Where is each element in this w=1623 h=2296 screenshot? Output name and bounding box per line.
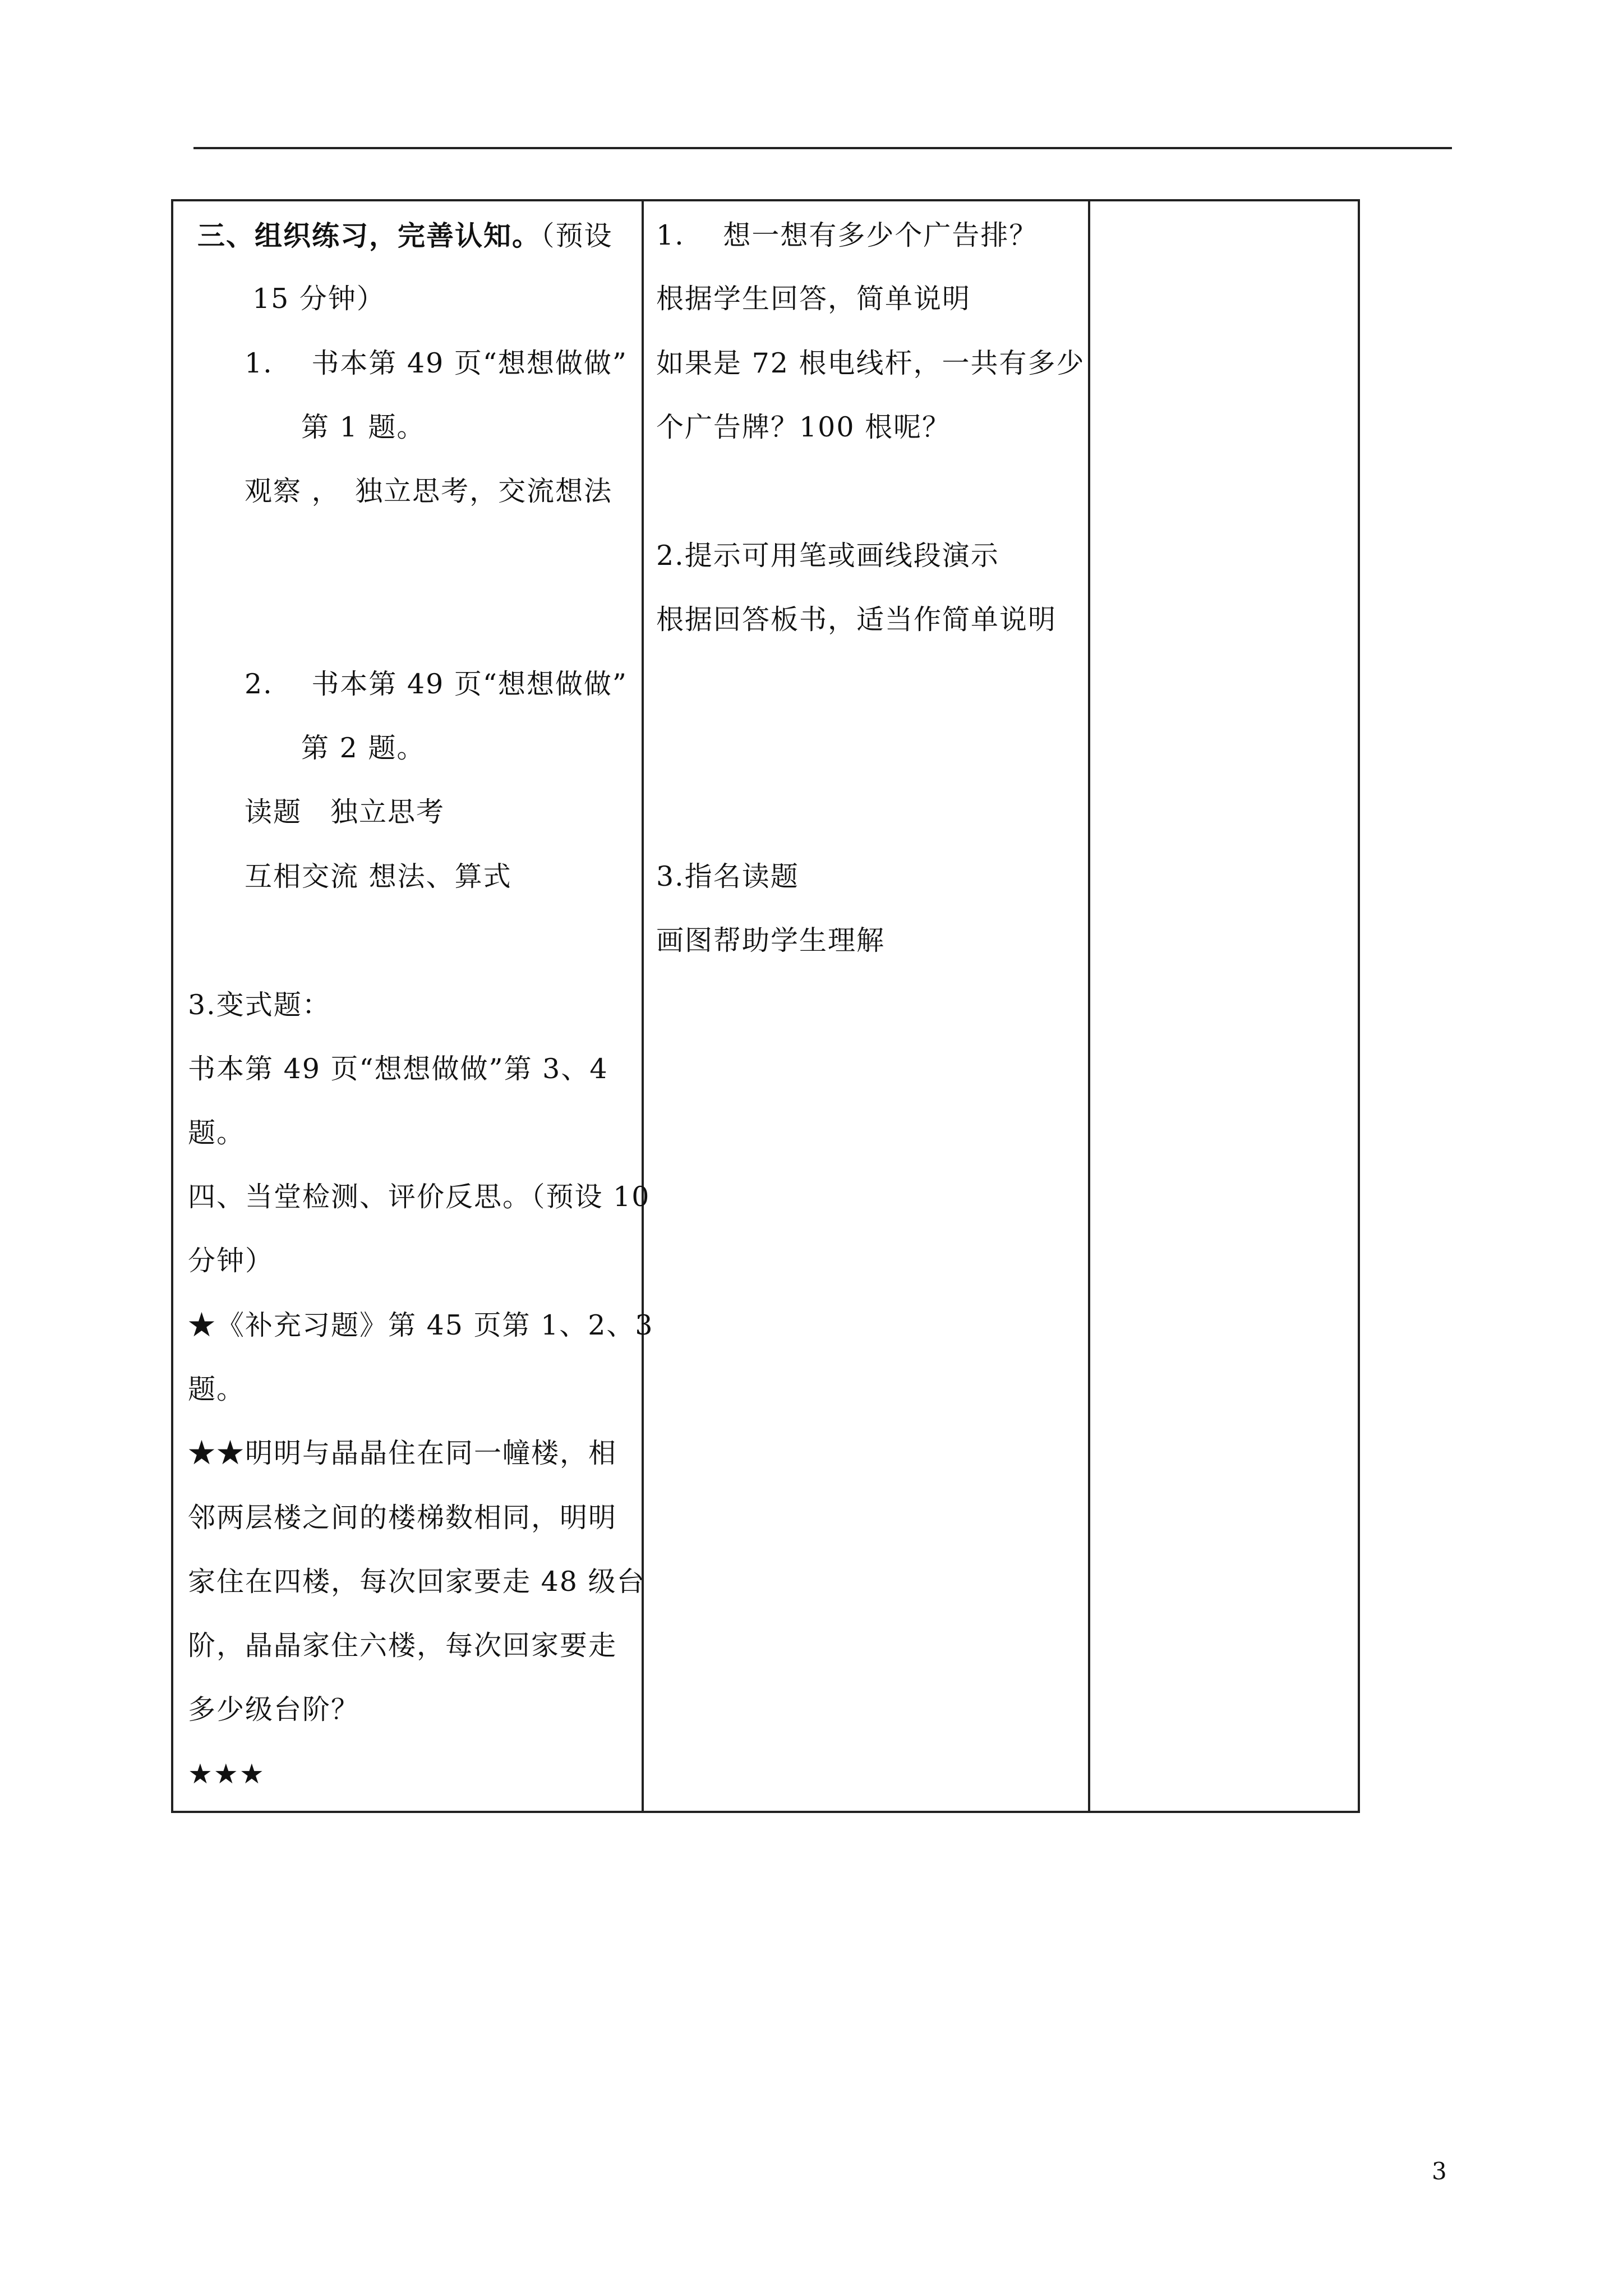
star2-line3: 家住在四楼，每次回家要走 48 级台 <box>188 1566 645 1598</box>
item2-line1: 2. 书本第 49 页“想想做做” <box>245 668 628 700</box>
star2-line1: ★★明明与晶晶住在同一幢楼，相 <box>188 1437 617 1469</box>
item3-line2: 题。 <box>188 1117 246 1149</box>
section3-heading-bold: 三、组织练习，完善认知。 <box>197 219 541 252</box>
section3-heading-cont: 15 分钟） <box>252 283 385 315</box>
star2-line4: 阶，晶晶家住六楼，每次回家要走 <box>188 1630 617 1662</box>
section3-heading <box>197 219 613 253</box>
header-rule <box>193 147 1452 149</box>
q3-line1: 3.指名读题 <box>656 861 799 892</box>
q1-line3: 如果是 72 根电线杆，一共有多少 <box>656 347 1085 379</box>
q1-line1: 1. 想一想有多少个广告排？ <box>656 219 1038 251</box>
q2-line2: 根据回答板书，适当作简单说明 <box>656 604 1057 636</box>
star2-line5: 多少级台阶？ <box>188 1694 360 1726</box>
item3-line1: 书本第 49 页“想想做做”第 3、4 <box>188 1053 608 1085</box>
section4-line2: 分钟） <box>188 1245 274 1277</box>
column-divider-2 <box>1088 201 1090 1811</box>
item2-note1: 读题 独立思考 <box>245 796 445 828</box>
q1-line4: 个广告牌？100 根呢？ <box>656 411 951 443</box>
star1-line2: 题。 <box>188 1373 246 1405</box>
item1-line2: 第 1 题。 <box>301 411 426 443</box>
item2-line2: 第 2 题。 <box>301 732 426 764</box>
item1-line1: 1. 书本第 49 页“想想做做” <box>245 347 628 379</box>
page-number: 3 <box>1432 2157 1447 2185</box>
star1-line1: ★《补充习题》第 45 页第 1、2、3 <box>188 1309 654 1341</box>
section3-heading-rest: （预设 <box>541 220 613 252</box>
item1-note: 观察 ， 独立思考，交流想法 <box>245 475 613 507</box>
item3-title: 3.变式题： <box>188 989 331 1021</box>
q1-line2: 根据学生回答，简单说明 <box>656 283 971 315</box>
section4-line1: 四、当堂检测、评价反思。（预设 10 <box>188 1181 651 1213</box>
star3: ★★★ <box>188 1758 265 1790</box>
q3-line2: 画图帮助学生理解 <box>656 924 886 956</box>
q2-line1: 2.提示可用笔或画线段演示 <box>656 540 999 572</box>
star2-line2: 邻两层楼之间的楼梯数相同，明明 <box>188 1502 617 1534</box>
item2-note2: 互相交流 想法、算式 <box>245 861 512 892</box>
